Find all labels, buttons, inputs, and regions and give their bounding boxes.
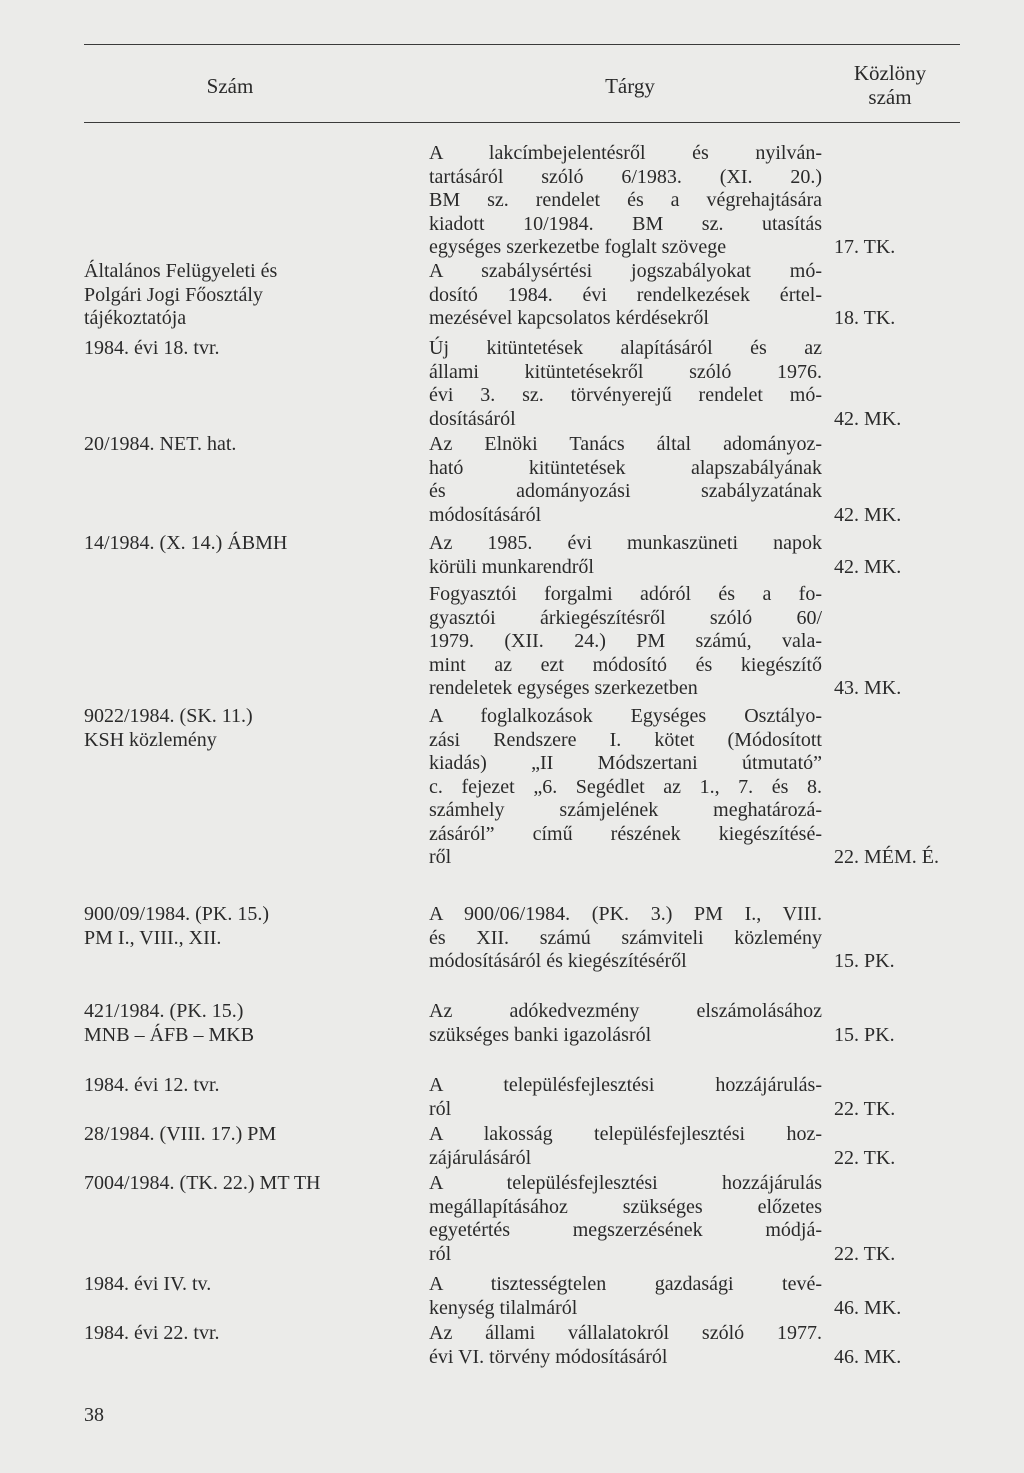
subject-line: kiadás) „II Módszertani útmutató”	[429, 752, 822, 774]
subject-line: Az 1985. évi munkaszüneti napok	[429, 532, 822, 554]
page-number: 38	[84, 1404, 104, 1426]
row-number-cell: 14/1984. (X. 14.) ÁBMH	[84, 532, 288, 554]
header-targy: Tárgy	[605, 74, 655, 98]
header-kozlony-line2: szám	[868, 85, 912, 109]
row-subject-cell	[429, 142, 822, 260]
subject-line: gyasztói árkiegészítésről szóló 60/	[429, 606, 822, 629]
row-ref-cell: 22. TK.	[834, 1146, 896, 1169]
subject-line: A tisztességtelen gazdasági tevé-	[429, 1273, 822, 1295]
row-number-cell: 421/1984. (PK. 15.) MNB – ÁFB – MKB	[84, 1000, 255, 1046]
row-number-cell: Általános Felügyeleti és Polgári Jogi Főosztály tájékoztatója	[84, 260, 278, 329]
subject-line: BM sz. rendelet és a végrehajtására	[429, 189, 822, 211]
row-number-cell: 1984. évi 22. tvr.	[84, 1322, 220, 1344]
row-subject-cell	[429, 433, 822, 527]
row-subject-cell	[429, 1273, 822, 1320]
subject-line: A lakosság településfejlesztési hoz-	[429, 1123, 822, 1145]
subject-line: Az állami vállalatokról szóló 1977.	[429, 1322, 822, 1344]
row-subject-cell	[429, 532, 822, 579]
subject-line: egységes szerkezetbe foglalt szövege	[429, 236, 727, 258]
row-number-cell: 9022/1984. (SK. 11.) KSH közlemény	[84, 705, 253, 751]
subject-line: megállapításához szükséges előzetes	[429, 1195, 822, 1218]
subject-line: évi 3. sz. törvényerejű rendelet mó-	[429, 384, 822, 406]
subject-line: számhely számjelének meghatározá-	[429, 799, 822, 821]
row-ref-cell: 22. TK.	[834, 1097, 896, 1120]
subject-line: zási Rendszere I. kötet (Módosított	[429, 728, 822, 751]
subject-line: állami kitüntetésekről szóló 1976.	[429, 360, 822, 383]
row-ref-cell: 15. PK.	[834, 950, 895, 972]
subject-line: és XII. számú számviteli közlemény	[429, 926, 822, 949]
row-number-cell: 900/09/1984. (PK. 15.) PM I., VIII., XII.	[84, 903, 269, 949]
row-number-cell: 1984. évi 12. tvr.	[84, 1074, 220, 1096]
row-subject-cell	[429, 1123, 822, 1170]
subject-line: ről	[429, 846, 452, 868]
subject-line: ható kitüntetések alapszabályának	[429, 456, 822, 479]
subject-line: rendeletek egységes szerkezetben	[429, 677, 698, 699]
subject-line: és adományozási szabályzatának	[429, 480, 822, 502]
row-ref-cell: 46. MK.	[834, 1345, 902, 1368]
row-ref-cell: 46. MK.	[834, 1296, 902, 1319]
row-subject-cell	[429, 903, 822, 974]
subject-line: mezésével kapcsolatos kérdésekről	[429, 307, 709, 329]
subject-line: körüli munkarendről	[429, 555, 594, 578]
subject-line: szükséges banki igazolásról	[429, 1023, 652, 1046]
row-ref-cell: 22. MÉM. É.	[834, 846, 939, 868]
row-number-cell: 28/1984. (VIII. 17.) PM	[84, 1123, 277, 1145]
subject-line: Az adókedvezmény elszámolásához	[429, 1000, 822, 1022]
subject-line: c. fejezet „6. Segédlet az 1., 7. és 8.	[429, 775, 822, 798]
subject-line: A szabálysértési jogszabályokat mó-	[429, 260, 822, 282]
row-subject-cell	[429, 1322, 822, 1369]
subject-line: ról	[429, 1242, 452, 1265]
subject-line: zájárulásáról	[429, 1146, 532, 1169]
row-subject-cell	[429, 1074, 822, 1121]
subject-line: mint az ezt módosító és kiegészítő	[429, 653, 822, 676]
row-ref-cell: 22. TK.	[834, 1242, 896, 1265]
subject-line: dosításáról	[429, 407, 516, 430]
row-subject-cell	[429, 583, 822, 701]
row-ref-cell: 42. MK.	[834, 503, 902, 526]
subject-line: Fogyasztói forgalmi adóról és a fo-	[429, 583, 822, 605]
top-rule	[84, 44, 960, 45]
subject-line: tartásáról szóló 6/1983. (XI. 20.)	[429, 165, 822, 188]
subject-line: módosításáról és kiegészítéséről	[429, 950, 687, 972]
row-subject-cell	[429, 705, 822, 870]
row-subject-cell	[429, 260, 822, 331]
row-subject-cell	[429, 1000, 822, 1047]
row-number-cell: 7004/1984. (TK. 22.) MT TH	[84, 1172, 321, 1194]
header-szam: Szám	[206, 74, 254, 98]
subject-line: dosító 1984. évi rendelkezések értel-	[429, 283, 822, 306]
row-ref-cell: 43. MK.	[834, 677, 902, 699]
subject-line: 1979. (XII. 24.) PM számú, vala-	[429, 630, 822, 652]
row-ref-cell: 18. TK.	[834, 307, 896, 329]
subject-line: kiadott 10/1984. BM sz. utasítás	[429, 212, 822, 235]
subject-line: egyetértés megszerzésének módjá-	[429, 1219, 822, 1241]
header-kozlony-line1: Közlöny	[853, 61, 927, 85]
subject-line: A lakcímbejelentésről és nyilván-	[429, 142, 822, 164]
row-number-cell: 20/1984. NET. hat.	[84, 433, 237, 455]
subject-line: Új kitüntetések alapításáról és az	[429, 337, 822, 359]
subject-line: ról	[429, 1097, 452, 1120]
subject-line: kenység tilalmáról	[429, 1296, 578, 1319]
subject-line: Az Elnöki Tanács által adományoz-	[429, 433, 822, 455]
subject-line: A foglalkozások Egységes Osztályo-	[429, 705, 822, 727]
row-number-cell: 1984. évi IV. tv.	[84, 1273, 212, 1295]
subject-line: A településfejlesztési hozzájárulás-	[429, 1074, 822, 1096]
row-subject-cell	[429, 337, 822, 431]
row-subject-cell	[429, 1172, 822, 1266]
subject-line: módosításáról	[429, 503, 542, 526]
header-rule	[84, 122, 960, 123]
row-number-cell: 1984. évi 18. tvr.	[84, 337, 220, 359]
row-ref-cell: 17. TK.	[834, 236, 896, 258]
subject-line: A 900/06/1984. (PK. 3.) PM I., VIII.	[429, 903, 822, 925]
subject-line: évi VI. törvény módosításáról	[429, 1345, 668, 1368]
row-ref-cell: 15. PK.	[834, 1023, 895, 1046]
subject-line: zásáról” című részének kiegészítésé-	[429, 822, 822, 845]
subject-line: A településfejlesztési hozzájárulás	[429, 1172, 822, 1194]
row-ref-cell: 42. MK.	[834, 407, 902, 430]
row-ref-cell: 42. MK.	[834, 555, 902, 578]
